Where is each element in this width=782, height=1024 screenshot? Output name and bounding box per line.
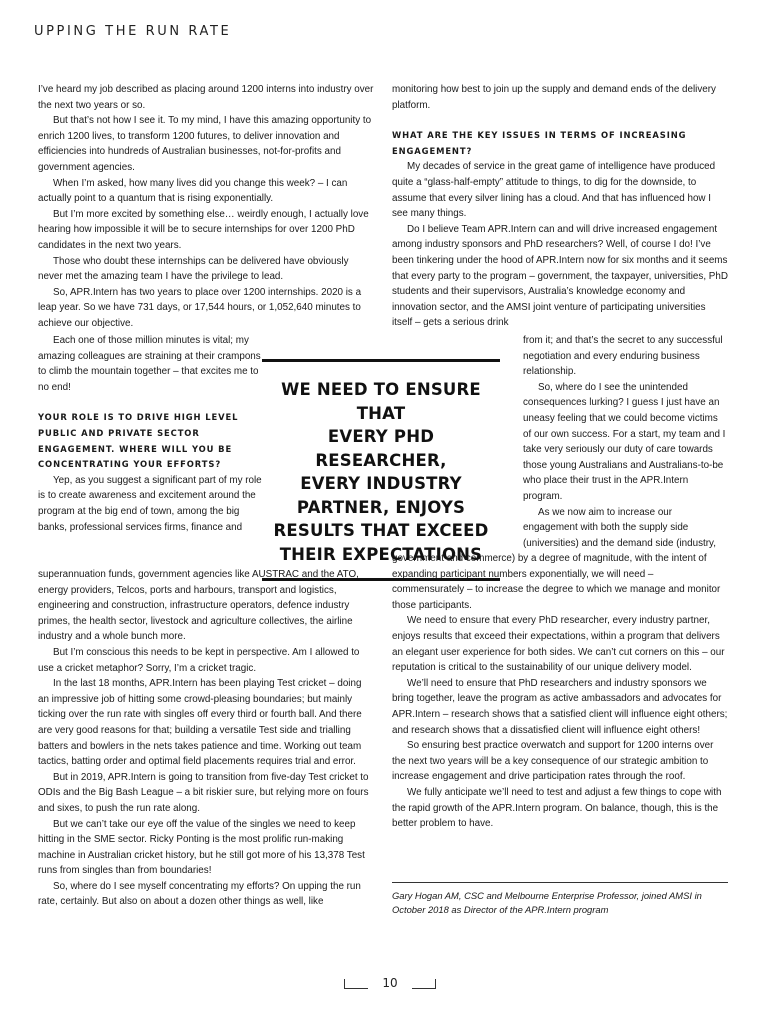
author-credit: Gary Hogan AM, CSC and Melbourne Enterprise Professor, joined AMSI in October 2018 as Director of the APR.Intern program [392, 890, 702, 915]
pull-quote-line: RESULTS THAT EXCEED [273, 521, 489, 540]
paragraph: government and commerce) by a degree of magnitude, with the intent of expanding participant numbers exponentially, we will need – commensurately – to increase the degree to which we manage and monitor those participants. [392, 553, 721, 611]
pull-quote-line: EVERY PHD RESEARCHER, [315, 427, 447, 470]
paragraph: I’ve heard my job described as placing around 1200 interns into industry over the next two years or so. [38, 84, 374, 111]
paragraph: In the last 18 months, APR.Intern has been playing Test cricket – doing an impressive job of hitting some crowd-pleasing boundaries; but mainly ticking over the run rate with singles off every third or fourth ball. And there are very good reasons for that; building a versatile Test side and trialling batters and bowlers in the nets takes patience and time. Working out team tactics, batting order and optimal field placements requires trial and error. [38, 678, 362, 768]
paragraph: Do I believe Team APR.Intern can and will drive increased engagement among industry sponsors and PhD researchers? Well, of course I do! I’ve been tinkering under the hood of APR.Intern now for six months and it seems that every party to the program – government, the taxpayer, universities, PhD students and their supervisors, Australia’s knowledge economy and innovation sector, and the AMSI joint venture of participating universities itself – gets a serious drink [392, 223, 728, 329]
left-column-narrow [38, 333, 270, 535]
paragraph: Yep, as you suggest a significant part of my role is to create awareness and excitement around the program at the big end of town, among the big banks, professional services firms, finance and [38, 474, 262, 533]
paragraph: When I’m asked, how many lives did you change this week? – I can actually point to a quantum that is rising exponentially. [38, 177, 348, 205]
folio-bracket-right [412, 979, 436, 989]
page-number: 10 [382, 976, 398, 990]
paragraph: Those who doubt these internships can be delivered have obviously never met the amazing team I have the privilege to lead. [38, 255, 349, 283]
pull-quote-line: THEIR EXPECTATIONS [279, 544, 483, 564]
paragraph: As we now aim to increase our engagement with both the supply side (universities) and the demand side (industry, [523, 506, 716, 549]
paragraph: My decades of service in the great game of intelligence have produced quite a “glass-half-empty” attitude to things, to dig for the downside, to assume that every silver lining has a cloud. And that has influenced how I see many things. [392, 161, 716, 220]
paragraph: from it; and that’s the secret to any successful negotiation and every enduring business relationship. [523, 335, 723, 378]
subhead-issues: WHAT ARE THE KEY ISSUES IN TERMS OF INCREASING ENGAGEMENT? [392, 130, 687, 156]
paragraph: Each one of those million minutes is vital; my amazing colleagues are straining at their crampons to climb the mountain together – that excites me to no end! [38, 335, 261, 393]
left-column-upper [38, 82, 374, 332]
pull-quote-line: EVERY INDUSTRY [300, 474, 462, 493]
paragraph: But in 2019, APR.Intern is going to transition from five-day Test cricket to ODIs and the Big Bash League – a bit riskier sure, but relying more on fours and sixes, to push the run rate along. [38, 771, 369, 814]
paragraph: We fully anticipate we’ll need to test and adjust a few things to cope with the rapid growth of the APR.Intern program. On balance, though, this is the better problem to have. [392, 786, 722, 830]
paragraph: So ensuring best practice overwatch and support for 1200 interns over the next two years will be a key consequence of our strategic ambition to increase engagement and drive participation rates through the roof. [392, 740, 714, 783]
pull-quote [262, 359, 500, 581]
page-number-footer [340, 976, 440, 996]
paragraph: superannuation funds, government agencies like AUSTRAC and the ATO, energy providers, Telcos, ports and harbours, transport and logistics, engineering and construction, infrastructure operators, defence industry primes, the health sector, livestock and agriculture collectives, the airline industry and a whole bunch more. [38, 569, 359, 643]
paragraph: But we can’t take our eye off the value of the singles we need to keep hitting in the SME sector. Ricky Ponting is the most prolific run-making machine in Australian cricket history, but he still got more of his 13,378 Test runs from singles than from boundaries! [38, 818, 365, 877]
right-column-narrow [523, 333, 728, 551]
paragraph: But that’s not how I see it. To my mind, I have this amazing opportunity to enrich 1200 lives, to transform 1200 futures, to deliver innovation and efficiencies into hundreds of Australian businesses, not-for-profits and government agencies. [38, 115, 372, 173]
paragraph: But I’m more excited by something else… weirdly enough, I actually love hearing how impossible it will be to secure internships for over 1200 PhD candidates in the next two years. [38, 208, 369, 251]
running-head: UPPING THE RUN RATE [34, 24, 232, 39]
paragraph: So, where do I see the unintended consequences lurking? I guess I just have an uneasy feeling that we could become victims of our own success. For a start, my team and I take very seriously our duty of care towards those young Australians and Australians-to-be who place their trust in the APR.Intern program. [523, 381, 726, 502]
paragraph: So, where do I see myself concentrating my efforts? On upping the run rate, certainly. But also on about a dozen other things as well, like [38, 880, 361, 908]
paragraph: We’ll need to ensure that PhD researchers and industry sponsors we bring together, leave the program as active ambassadors and advocates for APR.Intern – research shows that a satisfied client will influence eight others; and research shows that a dissatisfied client will influence eight others! [392, 677, 728, 736]
paragraph: monitoring how best to join up the supply and demand ends of the delivery platform. [392, 84, 716, 111]
paragraph: But I’m conscious this needs to be kept in perspective. Am I allowed to use a cricket metaphor? Sorry, I’m a cricket tragic. [38, 646, 360, 674]
paragraph: So, APR.Intern has two years to place over 1200 internships. 2020 is a leap year. So we have 731 days, or 17,544 hours, or 1,052,640 minutes to achieve our objective. [38, 286, 362, 329]
subhead-role: YOUR ROLE IS TO DRIVE HIGH LEVEL PUBLIC AND PRIVATE SECTOR ENGAGEMENT. WHERE WILL YOU BE CONCENTRATING YOUR EFFORTS? [38, 412, 239, 470]
pull-quote-line: WE NEED TO ENSURE THAT [281, 380, 481, 423]
paragraph: We need to ensure that every PhD researcher, every industry partner, enjoys results that exceed their expectations, within a program that delivers an elegant user experience for both sides. We can’t cut corners on this – our reputation is critical to the sustainability of our unique delivery model. [392, 615, 725, 674]
right-column-upper [392, 82, 728, 331]
left-column-lower [38, 567, 374, 910]
credit-divider [392, 882, 728, 883]
right-column-lower [392, 551, 728, 832]
pull-quote-line: PARTNER, ENJOYS [296, 497, 466, 517]
